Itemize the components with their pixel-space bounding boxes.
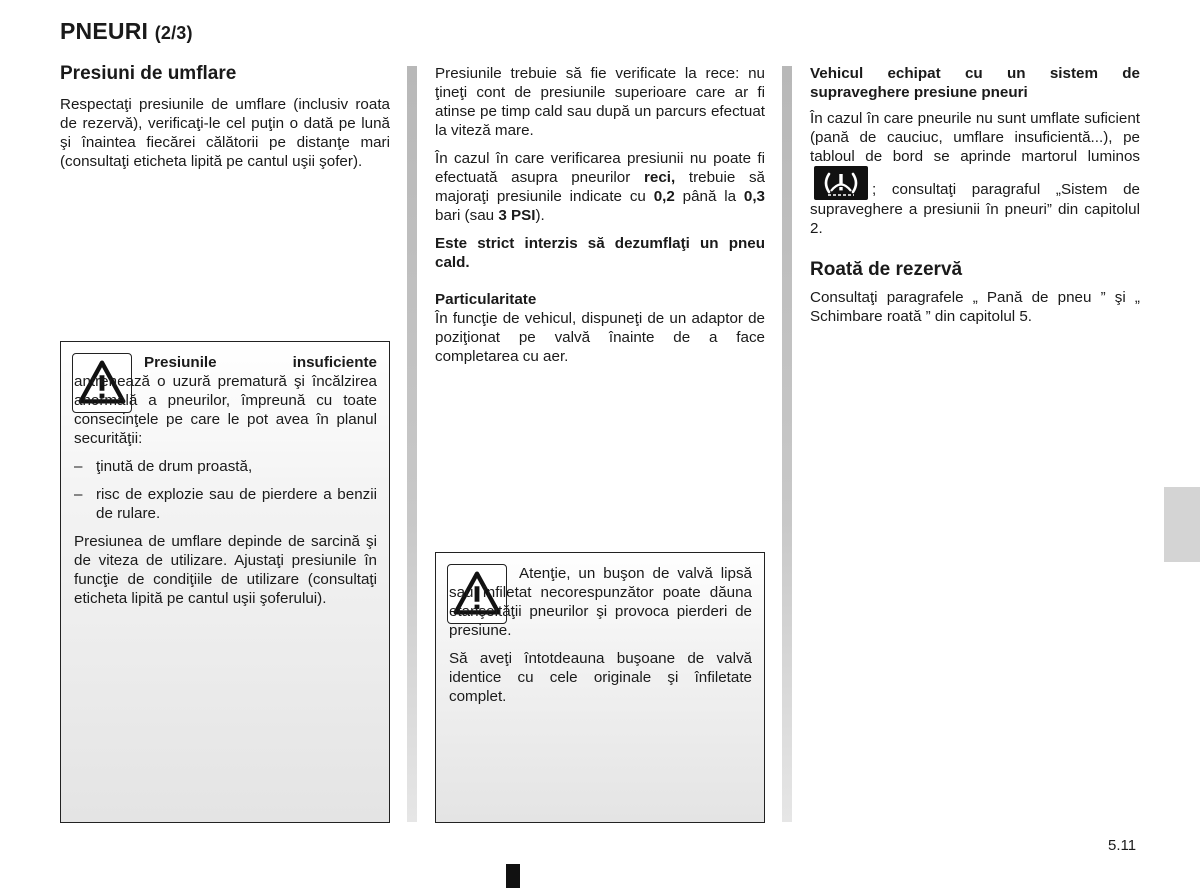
section-heading-spare-wheel: Roată de rezervă [810,259,963,280]
page-title-part: (2/3) [154,23,193,43]
valve-warning-p2: Să aveţi întotdeauna buşoane de valvă identice cu cele originale şi înfiletate complet. [449,650,752,705]
cold-check-paragraph: Presiunile trebuie să fie verificate la rece: nu ţineţi cont de presiunile superioare care ar fi atinse pe timp cald sau după un parcurs efectuat la viteză mare. [435,65,765,139]
list-item [74,457,377,476]
crop-mark [506,864,520,888]
inflation-paragraph [60,95,390,180]
text-run-bold: 3 PSI [498,207,536,224]
tpms-text-b: ; consultaţi paragraful „Sistem de supraveghere a presiunii în pneuri” din capitolul 2. [810,181,1140,237]
column-2-text [435,64,765,375]
text-run-bold: reci, [643,169,676,186]
page-title [60,18,193,45]
particularity-title: Particularitate [435,291,537,308]
warning-paragraph-2: Presiunea de umflare depinde de sarcină şi de viteza de utilizare. Ajustaţi presiunile în funcţie de condiţiile de utilizare (consultaţi eticheta lipită pe cantul uşii şoferului). [74,533,377,607]
valve-warning-p1: Atenţie, un buşon de valvă lipsă sau înfiletat necorespunzător poate dăuna etanşeităţii pneurilor şi provoca pierderi de presiune. [449,565,752,639]
warning-box-valve-cap [435,552,765,823]
chapter-tab [1164,487,1200,562]
text-run: În cazul în care verificarea presiunii nu poate fi efectuată asupra pneurilor [435,150,765,186]
text-run-bold: 0,3 [743,188,765,205]
text-run-bold: 0,2 [653,188,675,205]
list-dash: – [74,486,83,503]
warning-text-block [449,564,752,715]
warning-lead-bold: Presiunile insuficiente [144,354,377,371]
page-title-text: PNEURI [60,18,149,44]
text-run: trebuie să majoraţi presiunile indicate cu [435,169,765,205]
column-divider-left [407,66,417,822]
list-item-text: ţinută de drum proastă, [96,458,253,475]
tire-pressure-warning-icon [814,166,868,200]
inflation-text: Respectaţi presiunile de umflare (inclusiv roata de rezervă), verificaţi-le cel puţin o dată pe lună şi înaintea fiecărei călătorii pe distanţe mari (consultaţi eticheta lipită pe cantul uşii şofer). [60,96,390,170]
spare-wheel-paragraph: Consultaţi paragrafele „ Pană de pneu ” şi „ Schimbare roată ” din capitolul 5. [810,289,1140,325]
page-number: 5.11 [1108,837,1137,854]
deflate-prohibition: Este strict interzis să dezumflaţi un pneu cald. [435,235,765,271]
section-heading-inflation: Presiuni de umflare [60,63,237,84]
pressure-adjust-paragraph [435,149,765,225]
list-item [74,485,377,523]
text-run: până la [674,188,744,205]
tpms-title: Vehicul echipat cu un sistem de supraveghere presiune pneuri [810,65,1140,101]
list-item-text: risc de explozie sau de pierdere a benzii de rulare. [96,486,377,522]
particularity-text: În funcţie de vehicul, dispuneţi de un adaptor de poziţionat pe valvă înainte de a face completarea cu aer. [435,310,765,365]
text-run: ). [535,207,545,224]
tpms-paragraph [810,109,1140,238]
warning-lead [74,353,377,448]
column-3-text [810,64,1140,335]
tpms-text-a: În cazul în care pneurile nu sunt umflate suficient (pană de cauciuc, umflare insuficientă...), pe tabloul de bord se aprinde martorul luminos [810,110,1140,165]
warning-text-block [74,353,377,617]
warning-box-low-pressure [60,341,390,823]
list-dash: – [74,458,83,475]
text-run: bari (sau [435,207,499,224]
column-divider-right [782,66,792,822]
warning-lead-rest: antrenează o uzură prematură şi încălzirea anormală a pneurilor, împreună cu toate consecinţele pe care le pot avea în planul securităţii: [74,373,377,447]
